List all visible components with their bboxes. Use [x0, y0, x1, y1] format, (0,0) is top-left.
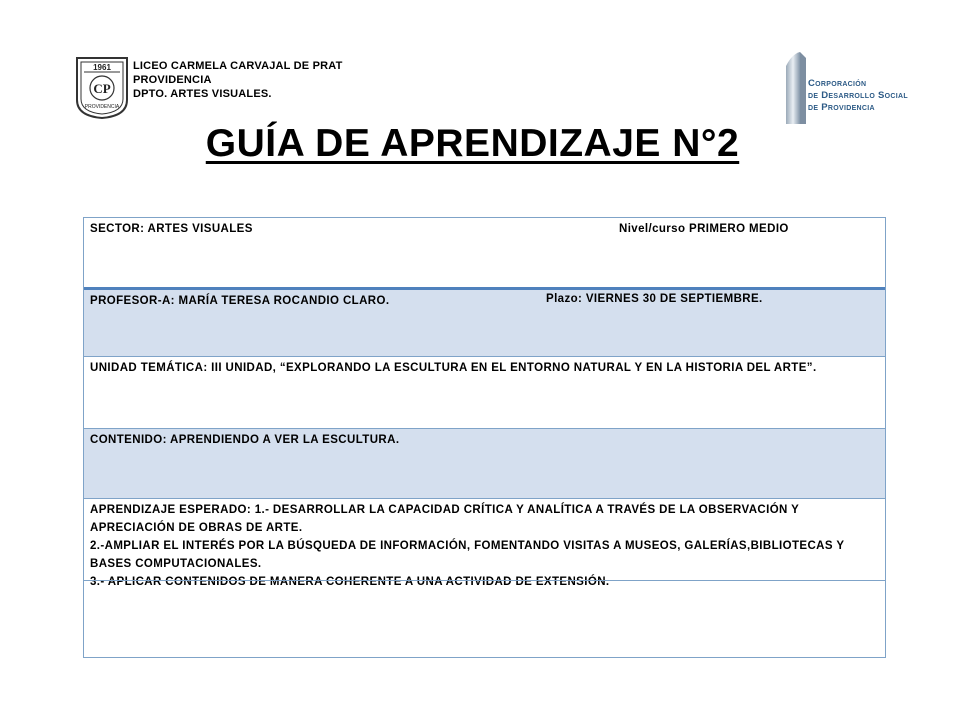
seal-monogram: CP: [93, 81, 111, 96]
row-contenido: [84, 428, 885, 498]
corporation-name: [808, 78, 908, 114]
school-commune: PROVIDENCIA: [133, 74, 212, 86]
page-title: GUÍA DE APRENDIZAJE N°2: [205, 122, 740, 165]
row-sector: [84, 218, 885, 287]
aprendizaje-item-3: 3.- APLICAR CONTENIDOS DE MANERA COHERENTE A UNA ACTIVIDAD DE EXTENSIÓN.: [90, 576, 610, 588]
contenido-text: CONTENIDO: APRENDIENDO A VER LA ESCULTURA.: [90, 434, 400, 446]
info-table: [83, 217, 886, 658]
school-seal-logo: [75, 56, 129, 120]
row-empty: [84, 580, 885, 657]
unidad-text: UNIDAD TEMÁTICA: III UNIDAD, “EXPLORANDO LA ESCULTURA EN EL ENTORNO NATURAL Y EN LA HISTORIA DEL ARTE”.: [90, 362, 817, 374]
seal-year: 1961: [93, 63, 111, 72]
school-department: DPTO. ARTES VISUALES.: [133, 88, 272, 100]
aprendizaje-item-1: APRENDIZAJE ESPERADO: 1.- DESARROLLAR LA CAPACIDAD CRÍTICA Y ANALÍTICA A TRAVÉS DE LA OBSERVACIÓN Y APRECIACIÓN DE OBRAS DE ARTE.: [90, 504, 799, 534]
school-header: [133, 59, 343, 101]
row-unidad: [84, 356, 885, 428]
profesor-text: PROFESOR-A: MARÍA TERESA ROCANDIO CLARO.: [90, 295, 390, 307]
aprendizaje-item-2: 2.-AMPLIAR EL INTERÉS POR LA BÚSQUEDA DE INFORMACIÓN, FOMENTANDO VISITAS A MUSEOS, GALERÍAS,BIBLIOTECAS Y BASES COMPUTACIONALES.: [90, 540, 845, 570]
corporation-line-3: de Providencia: [808, 102, 875, 113]
school-name: LICEO CARMELA CARVAJAL DE PRAT: [133, 60, 343, 72]
nivel-text: Nivel/curso PRIMERO MEDIO: [619, 223, 789, 235]
corporation-line-1: Corporación: [808, 78, 867, 89]
row-aprendizaje: [84, 498, 885, 588]
sector-text: SECTOR: ARTES VISUALES: [90, 223, 253, 235]
row-profesor: [84, 287, 885, 356]
seal-ring-text: PROVIDENCIA: [84, 104, 120, 110]
plazo-text: Plazo: VIERNES 30 DE SEPTIEMBRE.: [546, 293, 763, 305]
corporation-line-2: de Desarrollo Social: [808, 90, 908, 101]
